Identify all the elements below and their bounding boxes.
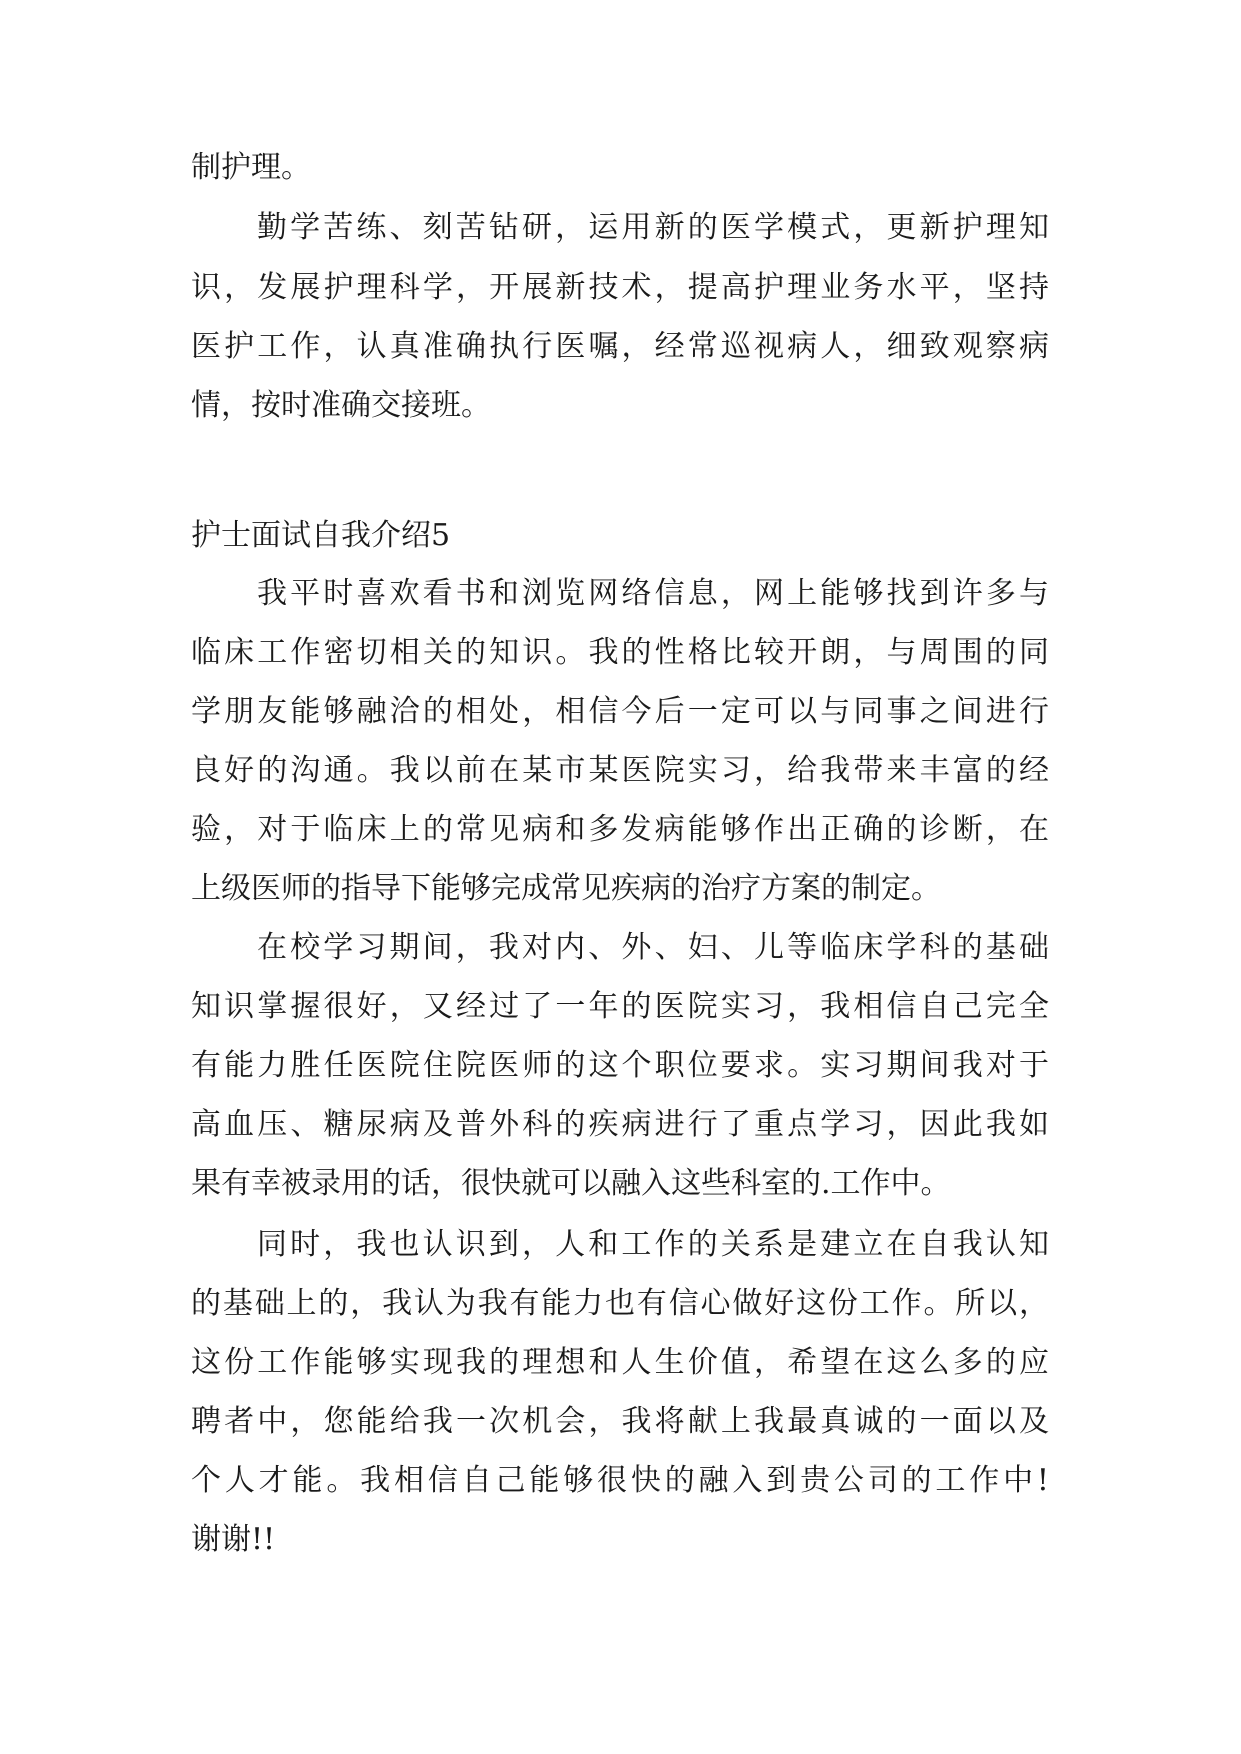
paragraph-line: 我平时喜欢看书和浏览网络信息，网上能够找到许多与 <box>257 576 1049 611</box>
paragraph-line: 同时，我也认识到，人和工作的关系是建立在自我认知 <box>257 1227 1049 1262</box>
paragraph-line: 临床工作密切相关的知识。我的性格比较开朗，与周围的同 <box>191 635 1049 670</box>
paragraph-line: 学朋友能够融洽的相处，相信今后一定可以与同事之间进行 <box>191 694 1049 729</box>
paragraph-line: 验，对于临床上的常见病和多发病能够作出正确的诊断，在 <box>191 812 1049 847</box>
section-heading: 护士面试自我介绍5 <box>191 518 451 553</box>
paragraph-line: 知识掌握很好，又经过了一年的医院实习，我相信自己完全 <box>191 989 1049 1024</box>
paragraph-line: 这份工作能够实现我的理想和人生价值，希望在这么多的应 <box>191 1345 1049 1380</box>
paragraph-line: 高血压、糖尿病及普外科的疾病进行了重点学习，因此我如 <box>191 1107 1049 1142</box>
paragraph-line: 识，发展护理科学，开展新技术，提高护理业务水平，坚持 <box>191 270 1049 305</box>
paragraph-line: 的基础上的，我认为我有能力也有信心做好这份工作。所以， <box>191 1286 1049 1321</box>
paragraph-line: 制护理。 <box>191 150 311 185</box>
paragraph-line: 上级医师的指导下能够完成常见疾病的治疗方案的制定。 <box>191 871 941 906</box>
paragraph-line: 个人才能。我相信自己能够很快的融入到贵公司的工作中! <box>191 1463 1049 1498</box>
paragraph-line: 有能力胜任医院住院医师的这个职位要求。实习期间我对于 <box>191 1048 1049 1083</box>
paragraph-line: 果有幸被录用的话，很快就可以融入这些科室的.工作中。 <box>191 1166 951 1201</box>
paragraph-line: 情，按时准确交接班。 <box>191 388 491 423</box>
paragraph-line: 良好的沟通。我以前在某市某医院实习，给我带来丰富的经 <box>191 753 1049 788</box>
paragraph-line: 谢谢!! <box>191 1522 276 1557</box>
paragraph-line: 勤学苦练、刻苦钻研，运用新的医学模式，更新护理知 <box>257 210 1049 245</box>
paragraph-line: 医护工作，认真准确执行医嘱，经常巡视病人，细致观察病 <box>191 329 1049 364</box>
paragraph-line: 在校学习期间，我对内、外、妇、儿等临床学科的基础 <box>257 930 1049 965</box>
paragraph-line: 聘者中，您能给我一次机会，我将献上我最真诚的一面以及 <box>191 1404 1049 1439</box>
